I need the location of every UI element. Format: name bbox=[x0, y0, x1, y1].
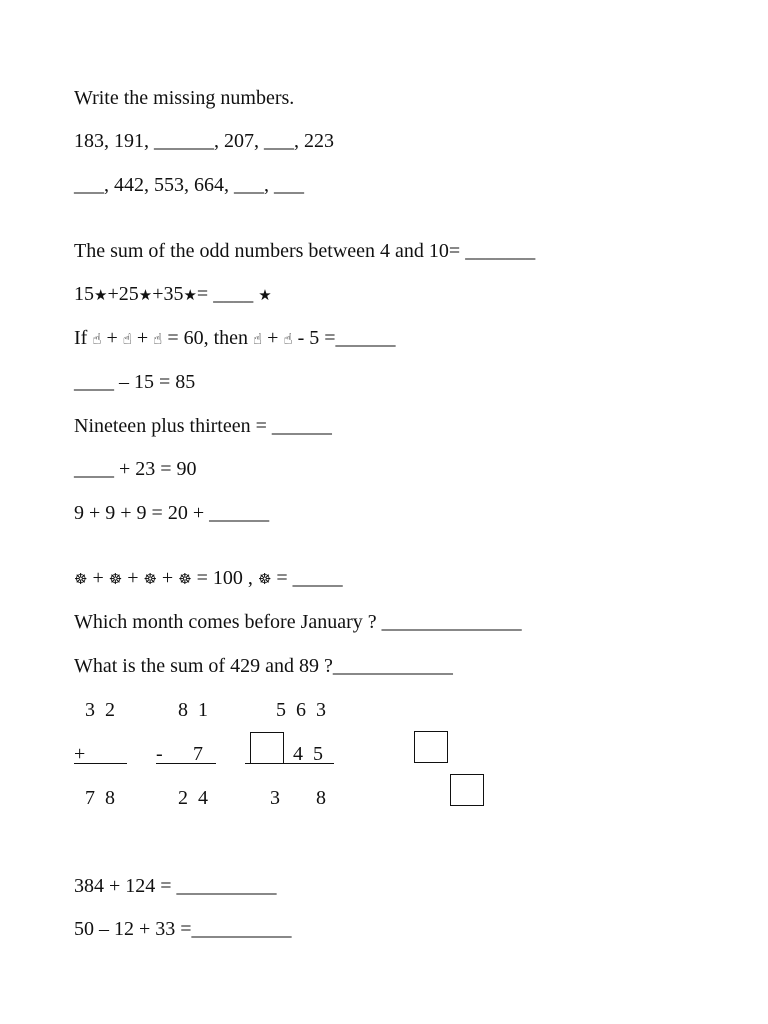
problem-3-bottom-left: 3 bbox=[270, 787, 280, 809]
hand-minus-5-blank: - 5 =______ bbox=[297, 327, 396, 349]
hand-icon: ☝ bbox=[92, 330, 102, 348]
star-plus-35: +35 bbox=[152, 283, 184, 305]
sum-384-124: 384 + 124 = __________ bbox=[74, 875, 277, 897]
instruction-heading: Write the missing numbers. bbox=[74, 87, 295, 109]
wheel-plus: + bbox=[127, 567, 139, 589]
sequence-line-1: 183, 191, ______, 207, ___, 223 bbox=[74, 130, 334, 152]
star-icon: ★ bbox=[258, 286, 272, 304]
problem-1-operator: + bbox=[74, 743, 86, 765]
hand-icon: ☝ bbox=[283, 330, 293, 348]
answer-box-upper[interactable] bbox=[414, 731, 448, 763]
wheel-equals-blank: = _____ bbox=[276, 567, 343, 589]
problem-2-underline bbox=[156, 763, 216, 764]
star-number-15: 15 bbox=[74, 283, 94, 305]
star-equals-blank: = ____ bbox=[196, 283, 254, 305]
problem-3-bottom-right: 8 bbox=[316, 787, 326, 809]
wheel-equals-100: = 100 , bbox=[196, 567, 253, 589]
hand-plus: + bbox=[106, 327, 118, 349]
problem-3-middle: 4 5 bbox=[293, 743, 323, 765]
wheel-plus: + bbox=[161, 567, 174, 589]
answer-box-lower[interactable] bbox=[450, 774, 484, 806]
problem-1-underline bbox=[74, 763, 127, 764]
hand-plus: + bbox=[267, 327, 279, 349]
problem-3-top: 5 6 3 bbox=[276, 699, 326, 721]
star-equation bbox=[74, 282, 272, 307]
problem-1-top: 3 2 bbox=[85, 699, 115, 721]
nines-equation: 9 + 9 + 9 = 20 + ______ bbox=[74, 502, 270, 524]
wheel-equation bbox=[74, 566, 343, 591]
star-icon: ★ bbox=[94, 286, 108, 304]
hand-icon: ☝ bbox=[153, 330, 163, 348]
star-icon: ★ bbox=[138, 286, 153, 304]
wheel-icon: ☸ bbox=[108, 570, 123, 588]
sum-429-89-question: What is the sum of 429 and 89 ?____________ bbox=[74, 655, 453, 677]
problem-2-bottom: 2 4 bbox=[178, 787, 208, 809]
wheel-icon: ☸ bbox=[143, 570, 157, 588]
wheel-plus: + bbox=[92, 567, 104, 589]
plus-23-equation: ____ + 23 = 90 bbox=[74, 458, 197, 480]
star-plus-25: +25 bbox=[107, 283, 139, 305]
problem-3-answer-box[interactable] bbox=[250, 732, 284, 764]
star-icon: ★ bbox=[183, 286, 197, 304]
hand-plus: + bbox=[136, 327, 149, 349]
wheel-icon: ☸ bbox=[178, 570, 192, 588]
hand-icon: ☝ bbox=[122, 330, 132, 348]
problem-2-middle: 7 bbox=[193, 743, 203, 765]
hand-equation bbox=[74, 326, 396, 351]
problem-2-operator: - bbox=[156, 743, 163, 765]
problem-3-underline bbox=[245, 763, 334, 764]
hand-equals-60-then: = 60, then bbox=[167, 327, 249, 349]
problem-1-bottom: 7 8 bbox=[85, 787, 115, 809]
nineteen-plus-thirteen: Nineteen plus thirteen = ______ bbox=[74, 415, 332, 437]
hand-if-label: If bbox=[74, 327, 88, 349]
expression-50-12-33: 50 – 12 + 33 =__________ bbox=[74, 918, 292, 940]
problem-2-top: 8 1 bbox=[178, 699, 208, 721]
sequence-line-2: ___, 442, 553, 664, ___, ___ bbox=[74, 174, 304, 196]
wheel-icon: ☸ bbox=[257, 570, 272, 588]
wheel-icon: ☸ bbox=[74, 570, 88, 588]
odd-sum-question: The sum of the odd numbers between 4 and 10= _______ bbox=[74, 240, 536, 262]
minus-15-equation: ____ – 15 = 85 bbox=[74, 371, 196, 393]
month-question: Which month comes before January ? ______________ bbox=[74, 611, 522, 633]
hand-icon: ☝ bbox=[253, 330, 263, 348]
